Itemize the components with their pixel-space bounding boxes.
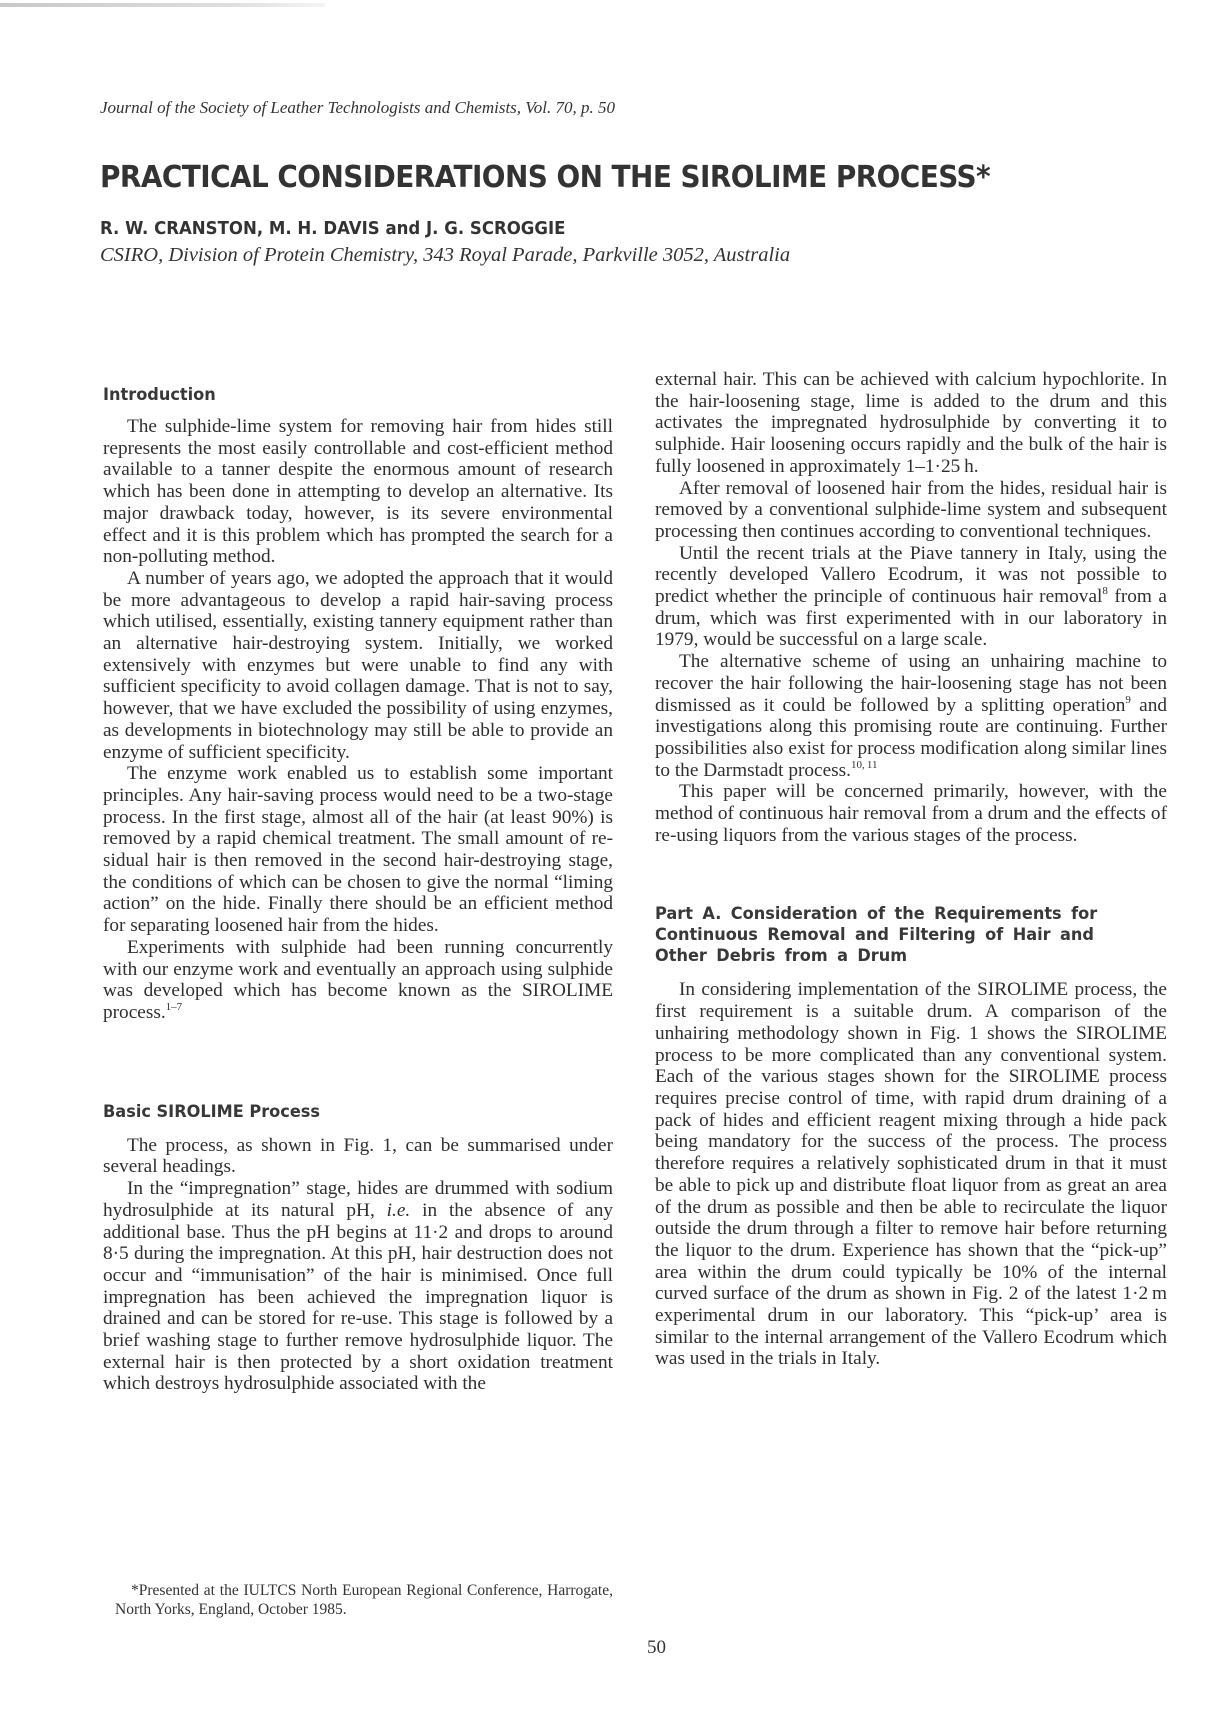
journal-citation: Journal of the Society of Leather Technologists and Chemists, Vol. 70, p. 50 [100, 98, 616, 117]
reference-superscript: 10, 11 [850, 758, 878, 771]
paragraph-text: In the “impregnation” stage, hides are drummed with sodium hydrosulphide at its natural pH, [103, 1178, 613, 1221]
section-heading-part-a: Part A. Consideration of the Requirements for Continuous Removal and Filtering of Hair and Other Debris from a Drum [655, 904, 1098, 967]
page-number: 50 [647, 1637, 666, 1658]
intro-paragraph: A number of years ago, we adopted the approach that it would be more advantageous to develop a rapid hair-saving process which utilised, essentially, existing tannery equipment rather than an alternative hair-destroying system. Initially, we worked extensively with enzymes but were unable to find any with sufficient specificity to avoid collagen damage. That is not to say, however, that we have excluded the possibility of using enzymes, as developments in biotechnology may still be able to provide an enzyme of sufficient specificity. [103, 567, 613, 763]
paragraph-text: Until the recent trials at the Piave tannery in Italy, using the recently developed Vallero Ecodrum, it was not possible to predict whether the principle of continuous hair removal [655, 542, 1167, 608]
intro-paragraph [103, 937, 613, 1024]
author-list: R. W. CRANSTON, M. H. DAVIS and J. G. SCROGGIE [100, 218, 566, 239]
basic-process-paragraph: The process, as shown in Fig. 1, can be summarised under several headings. [103, 1134, 613, 1178]
body-paragraph [655, 543, 1167, 652]
scan-edge-artifact [0, 3, 325, 7]
footnote-text: *Presented at the IULTCS North European Regional Conference, Harrogate, North Yorks, England, October 1985. [115, 1582, 613, 1618]
part-a-paragraph: In considering implementation of the SIROLIME process, the first requirement is a suitable drum. A comparison of the unhairing methodology shown in Fig. 1 shows the SIROLIME process to be more complicated than any conventional system. Each of the various stages shown for the SIROLIME process requires precise control of time, with rapid drum draining of a pack of hides and efficient reagent mixing through a hide pack being mandatory for the success of the process. The process therefore requires a relatively sophisticated drum in that it must be able to pick up and distribute float liquor from as great an area of the drum as possible and then be able to recirculate the liquor outside the drum through a filter to remove hair before returning the liquor to the drum. Experience has shown that the “pick-up” area within the drum could typically be 10% of the internal curved surface of the drum as shown in Fig. 2 of the latest 1·2 m experimental drum in our laboratory. This “pick-up’ area is similar to the internal arrangement of the Vallero Ecodrum which was used in the trials in Italy. [655, 979, 1167, 1370]
basic-process-paragraph [103, 1178, 613, 1395]
left-column [103, 385, 613, 1395]
paragraph-text: in the absence of any additional base. Thus the pH begins at 11·2 and drops to around 8·5 during the impregnation. At this pH, hair destruction does not occur and “immunisation” of the hair is minimised. Once full impregnation has been achieved the impregnation liquor is drained and can be stored for re-use. This stage is followed by a brief washing stage to further remove hydrosulphide liquor. The external hair is then protected by a short oxidation treatment which destroys hydrosulphide associated with the [103, 1199, 613, 1395]
paragraph-text: and investigations along this promising route are continuing. Further possibilities also exist for process modification along similar lines to the Darmstadt process. [655, 694, 1167, 781]
body-paragraph [655, 651, 1167, 781]
right-column [655, 369, 1167, 1370]
author-affiliation: CSIRO, Division of Protein Chemistry, 343 Royal Parade, Parkville 3052, Australia [100, 244, 791, 266]
intro-paragraph: The enzyme work enabled us to establish some important principles. Any hair-saving process would need to be a two-stage process. In the first stage, almost all of the hair (at least 90%) is removed by a rapid chemical treatment. The small amount of residual hair is then removed in the second hair-destroying stage, the conditions of which can be chosen to give the normal “liming action” on the hide. Finally there should be an efficient method for separating loosened hair from the hides. [103, 763, 613, 937]
paper-title: PRACTICAL CONSIDERATIONS ON THE SIROLIME PROCESS* [100, 160, 991, 195]
intro-paragraph: The sulphide-lime system for removing hair from hides still represents the most easily controllable and cost-efficient method available to a tanner despite the enormous amount of research which has been done in attempting to develop an alternative. Its major drawback today, however, is its severe environmental effect and it is this problem which has prompted the search for a non-polluting method. [103, 416, 613, 568]
italic-abbreviation: i.e. [386, 1199, 411, 1221]
continued-paragraph: external hair. This can be achieved with calcium hypochlorite. In the hair-loosening stage, lime is added to the drum and this activates the impregnated hydrosulphide by converting it to sulphide. Hair loosening occurs rapidly and the bulk of the hair is fully loosened in approximately 1–1·25 h. [655, 369, 1167, 477]
reference-superscript: 9 [1125, 693, 1131, 706]
body-paragraph: After removal of loosened hair from the hides, residual hair is removed by a conventional sulphide-lime system and subsequent processing then continues according to conventional techniques. [655, 477, 1167, 542]
footnote [115, 1581, 613, 1619]
paragraph-text: from a drum, which was first experimented with in our laboratory in 1979, would be successful on a large scale. [655, 586, 1167, 651]
paragraph-text: The alternative scheme of using an unhairing machine to recover the hair following the hair-loosening stage has not been dismissed as it could be followed by a splitting operation [655, 651, 1167, 716]
section-heading-introduction: Introduction [103, 385, 216, 405]
reference-superscript: 8 [1102, 585, 1108, 598]
paragraph-text: Experiments with sulphide had been running concurrently with our enzyme work and eventually an approach using sulphide was developed which has become known as the SIROLIME process. [103, 936, 613, 1023]
reference-superscript: 1–7 [165, 1000, 183, 1013]
section-heading-basic-process: Basic SIROLIME Process [103, 1101, 321, 1122]
body-paragraph: This paper will be concerned primarily, however, with the method of continuous hair removal from a drum and the effects of re-using liquors from the various stages of the process. [655, 781, 1167, 846]
